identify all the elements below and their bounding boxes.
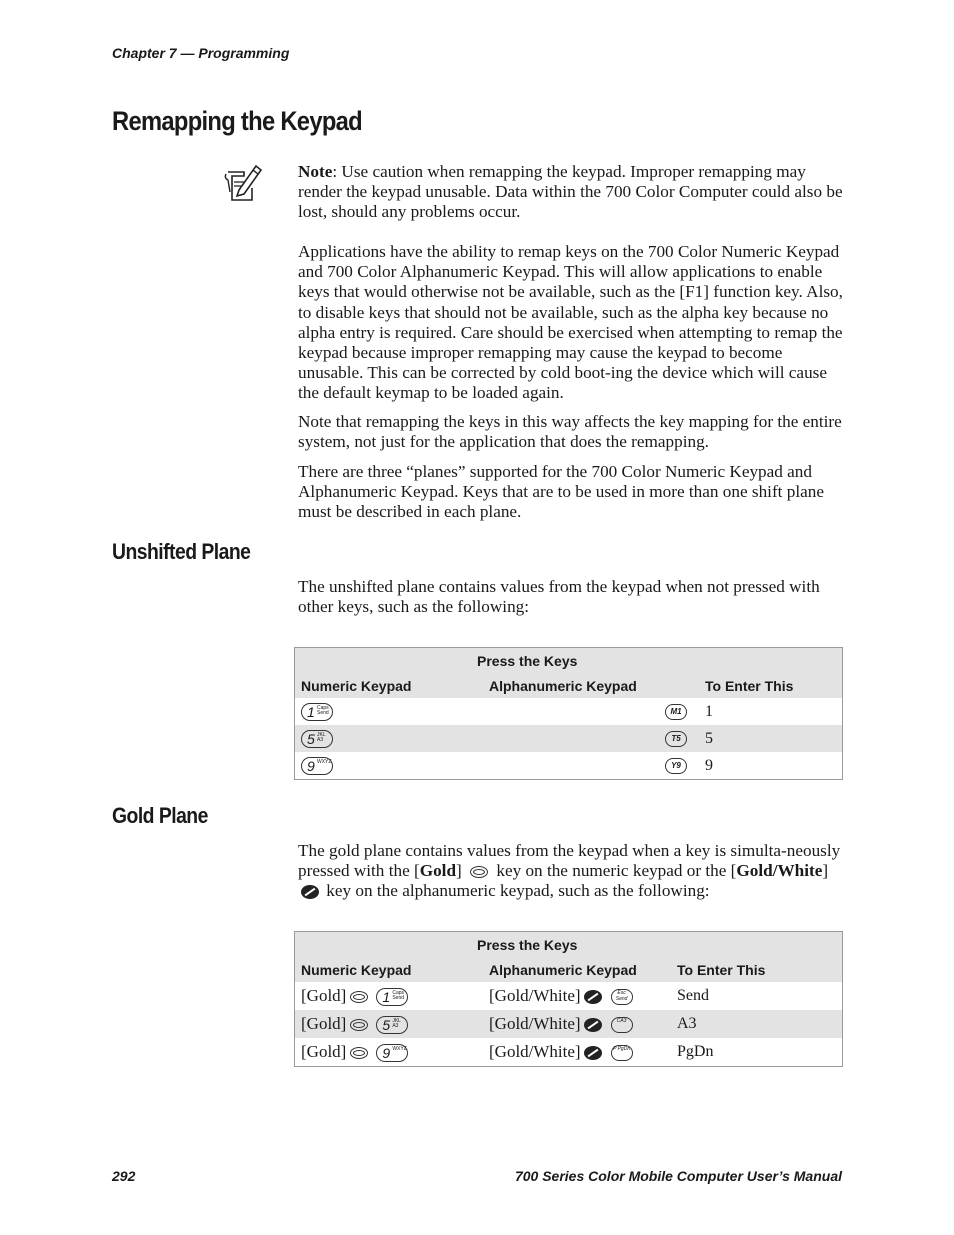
gold-intro: The gold plane contains values from the keypad when a key is simulta-neously pressed with the [Gold] key on the numeric keypad or the [Gold/White] key on the alphanumeric keypad, such as the following: [298,841,841,901]
gold-plane-heading: Gold Plane [112,803,208,828]
numeric-key-1-icon: 1 Caps Send [376,988,408,1006]
table-row [295,1010,843,1038]
unshifted-plane-heading: Unshifted Plane [112,539,251,564]
alpha-key-ca3-icon: CA3 [611,1017,633,1033]
enter-value: 9 [705,756,713,774]
manual-title: 700 Series Color Mobile Computer User’s Manual [514,1168,842,1184]
gold-white-key-icon [584,1018,602,1032]
numeric-key-9-icon: 9 WXYZ [376,1044,408,1062]
gold-white-label: [Gold/White] [489,986,581,1005]
column-header: Alphanumeric Keypad [477,673,693,698]
table-row [295,725,843,752]
alpha-key-t5-icon: T5 [665,731,687,747]
gold-key-icon [350,991,368,1003]
enter-value: Send [677,987,709,1004]
gold-key-icon [470,866,488,878]
enter-value: 5 [693,725,843,752]
gold-white-key-icon [584,990,602,1004]
note-paragraph [298,162,846,223]
page-number: 292 [112,1168,136,1184]
gold-white-key-icon [584,1046,602,1060]
alpha-key-esc-send-icon: Esc Send [611,989,633,1005]
gold-plane-table [294,931,843,1067]
alpha-key-m1-icon: M1 [665,704,687,720]
numeric-key-9-icon: 9 WXYZ [301,757,333,775]
numeric-key-1-icon: 1 Caps Send [301,703,333,721]
unshifted-plane-table [294,647,843,780]
enter-value: A3 [665,1010,843,1038]
column-header: Numeric Keypad [295,673,478,698]
table-group-header: Press the Keys [477,648,843,674]
page-title: Remapping the Keypad [112,106,362,136]
table-row [295,752,843,780]
enter-value: 1 [705,702,713,720]
gold-key-icon [350,1019,368,1031]
column-header: To Enter This [693,673,843,698]
column-header: Alphanumeric Keypad [477,957,665,982]
gold-white-key-icon [301,885,319,899]
table-row [295,698,843,725]
numeric-key-5-icon: 5 JKL A3 [301,730,333,748]
table-row [295,1038,843,1067]
table-row [295,982,843,1010]
enter-value: PgDn [677,1043,714,1060]
gold-label: [Gold] [301,1041,347,1061]
gold-label: [Gold] [301,985,347,1005]
table-group-header: Press the Keys [477,932,843,958]
paragraph-system-mapping: Note that remapping the keys in this way affects the key mapping for the entire system, not just for the application that does the remapping. [298,412,842,452]
paragraph-remap-intro: Applications have the ability to remap keys on the 700 Color Numeric Keypad and 700 Color Alphanumeric Keypad. This will allow applications to enable keys that would otherwise not be available, such as the [F1] function key. Also, to disable keys that should not be available, such as the alpha key because no alpha entry is required. Care should be exercised when attempting to remap the keypad because improper remapping may cause the keypad to become unusable. This can be corrected by cold boot-ing the device which will cause the default keymap to be loaded again. [298,242,843,403]
column-header: Numeric Keypad [295,957,478,982]
gold-label: [Gold] [301,1013,347,1033]
note-label: Note [298,162,333,181]
gold-white-label: [Gold/White] [489,1014,581,1033]
column-header: To Enter This [665,957,843,982]
alpha-key-p-pgdn-icon: P PgDn [611,1045,633,1061]
paragraph-three-planes: There are three “planes” supported for the 700 Color Numeric Keypad and Alphanumeric Keypad. Keys that are to be used in more than one shift plane must be described in each plane. [298,462,824,522]
note-text: : Use caution when remapping the keypad. Improper remapping may render the keypad unusable. Data within the 700 Color Computer could also be lost, should any problems occur. [298,162,843,222]
alpha-key-y9-icon: Y9 [665,758,687,774]
gold-key-icon [350,1047,368,1059]
gold-white-label: [Gold/White] [489,1042,581,1061]
unshifted-intro: The unshifted plane contains values from the keypad when not pressed with other keys, such as the following: [298,577,820,617]
numeric-key-5-icon: 5 JKL A3 [376,1016,408,1034]
running-head: Chapter 7 — Programming [112,45,290,61]
note-pencil-icon [222,162,264,204]
